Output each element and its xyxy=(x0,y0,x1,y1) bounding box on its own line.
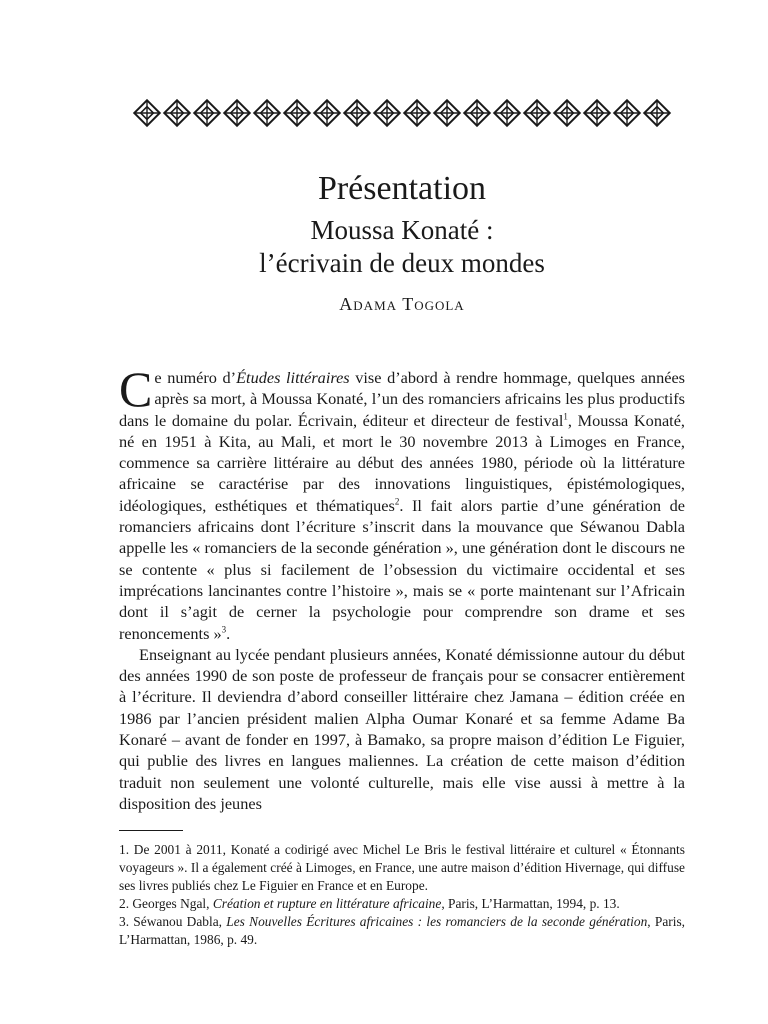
author-name: Adama Togola xyxy=(339,294,465,314)
footnote-divider xyxy=(119,830,183,831)
footnote-3 xyxy=(119,913,685,949)
knot-ornament-icon xyxy=(344,100,369,125)
knot-ornament-icon xyxy=(224,100,249,125)
knot-ornament-icon xyxy=(584,100,609,125)
knot-ornament-icon xyxy=(494,100,519,125)
journal-title: Études littéraires xyxy=(236,368,350,387)
footnote-2-text-a: 2. Georges Ngal, xyxy=(119,896,213,912)
p1-text-b: vise d’abord à rendre hommage, quelques années après sa mort, à Moussa Konaté, l’un des romanciers africains les plus productifs dans le domaine du polar. Écrivain, éditeur et directeur de festival xyxy=(119,368,686,430)
decorative-ornament-band xyxy=(119,96,685,130)
knot-ornament-icon xyxy=(614,100,639,125)
footnote-ref-1[interactable]: 1 xyxy=(563,411,568,422)
knot-ornament-icon xyxy=(464,100,489,125)
footnote-1: 1. De 2001 à 2011, Konaté a codirigé avec Michel Le Bris le festival littéraire et culturel « Étonnants voyageurs ». Il a également créé à Limoges, en France, une autre maison d’édition Hivernage, qui diffuse ses livres publiés chez Le Figuier en France et en Europe. xyxy=(119,842,685,894)
knot-ornament-icon xyxy=(134,100,159,125)
subtitle-line-1: Moussa Konaté : xyxy=(310,215,494,245)
knot-ornament-icon xyxy=(554,100,579,125)
p1-text-e: . xyxy=(226,623,231,643)
knot-ornament-icon xyxy=(314,100,339,125)
footnote-3-title: Les Nouvelles Écritures africaines : les romanciers de la seconde génération xyxy=(226,914,648,930)
knot-ornament-icon xyxy=(254,100,279,125)
body-text xyxy=(119,361,686,814)
knot-ornament-icon xyxy=(374,100,399,125)
paragraph-2: Enseignant au lycée pendant plusieurs années, Konaté démissionne autour du début des années 1990 de son poste de professeur de français pour se consacrer entièrement à l’écriture. Il deviendra d’abord conseiller littéraire chez Jamana – édition créée en 1986 par l’ancien président malien Alpha Oumar Konaré et sa femme Adame Ba Konaré – avant de fonder en 1997, à Bamako, sa propre maison d’édition Le Figuier, qui publie des livres en langues maliennes. La création de cette maison d’édition traduit non seulement une volonté culturelle, mais elle vise aussi à mettre à la disposition des jeunes xyxy=(119,644,685,813)
subtitle-line-2: l’écrivain de deux mondes xyxy=(259,248,545,278)
p1-text-a: e numéro d’ xyxy=(154,368,237,387)
p1-text-c: , Moussa Konaté, né en 1951 à Kita, au Mali, et mort le 30 novembre 2013 à Limoges en France, commence sa carrière littéraire au début des années 1980, période où la littérature africaine se caractérise par des innovations linguistiques, épistémologiques, idéologiques, esthétiques et thématiques xyxy=(119,410,686,515)
knot-ornament-icon xyxy=(284,100,309,125)
knot-ornament-icon xyxy=(194,100,219,125)
knot-ornament-icon xyxy=(404,100,429,125)
knot-ornament-icon xyxy=(434,100,459,125)
p1-text-d: . Il fait alors partie d’une génération de romanciers africains dont l’écriture s’inscrit dans la mouvance que Séwanou Dabla appelle les « romanciers de la seconde génération », une génération dont le discours ne se contente « plus si facilement de l’obsession du victimaire occidental et ses imprécations lancinantes contre l’histoire », mais se « porte maintenant sur l’Africain dont il s’agit de cerner la psychologie pour comprendre son drame et ses renoncements » xyxy=(119,495,686,643)
drop-cap: C xyxy=(119,361,153,417)
footnote-2-title: Création et rupture en littérature africaine xyxy=(212,896,442,912)
page xyxy=(119,96,685,949)
subtitle xyxy=(119,214,685,280)
knot-ornament-icon xyxy=(132,96,672,130)
footnote-2 xyxy=(119,895,685,913)
footnote-3-text-a: 3. Séwanou Dabla, xyxy=(119,914,227,930)
footnote-2-text-b: , Paris, L’Harmattan, 1994, p. 13. xyxy=(441,896,620,912)
footnote-ref-2[interactable]: 2 xyxy=(394,496,400,507)
knot-ornament-icon xyxy=(644,100,669,125)
footnote-ref-3[interactable]: 3 xyxy=(221,624,227,635)
footnotes xyxy=(119,841,685,949)
knot-ornament-icon xyxy=(524,100,549,125)
footnote-3-text-b: , Paris, L’Harmattan, 1986, p. 49. xyxy=(119,914,686,948)
knot-ornament-icon xyxy=(164,100,189,125)
paragraph-1 xyxy=(119,361,686,644)
page-title: Présentation xyxy=(317,170,487,207)
